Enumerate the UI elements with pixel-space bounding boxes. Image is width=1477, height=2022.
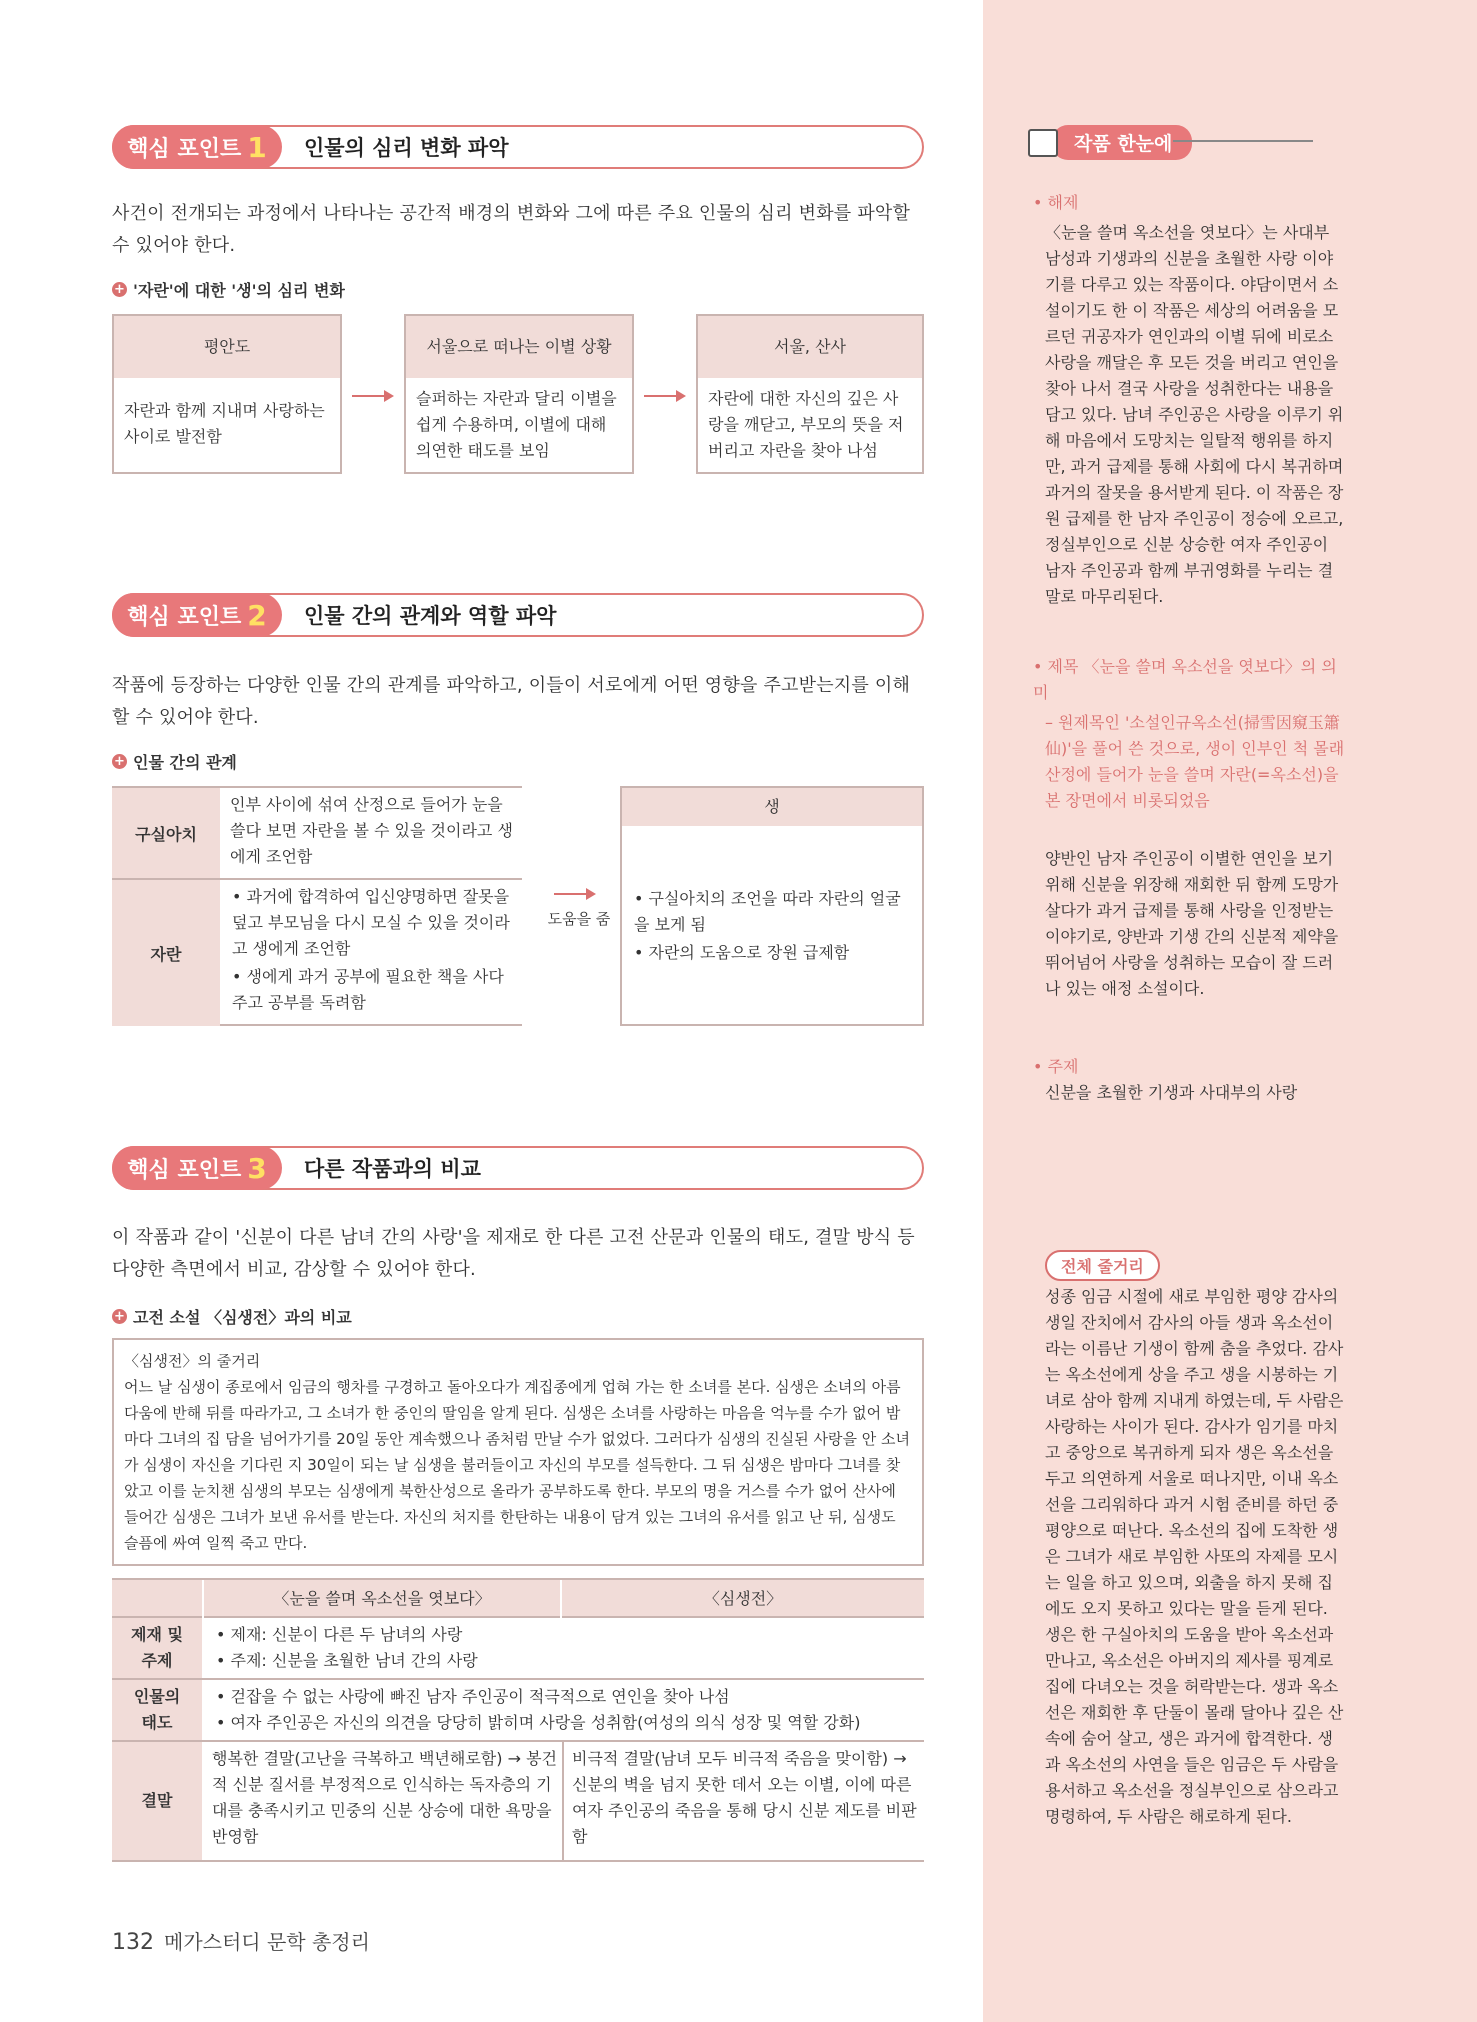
saeng-head: 생 — [622, 788, 922, 826]
relation-label: 구실아치 — [112, 788, 220, 878]
column-header: 〈심생전〉 — [703, 1589, 783, 1608]
comparison-row — [112, 1742, 924, 1862]
key-point-number: 2 — [247, 598, 267, 632]
key-point-paragraph: 작품에 등장하는 다양한 인물 간의 관계를 파악하고, 이들이 서로에게 어떤 영향을 주고받는지를 이해할 수 있어야 한다. — [112, 675, 911, 728]
saeng-bullet: • 자란의 도움으로 장원 급제함 — [634, 943, 850, 962]
plus-circle-icon: + — [112, 282, 127, 297]
key-point-label: 핵심 포인트 — [127, 136, 242, 162]
key-point-paragraph: 이 작품과 같이 '신분이 다른 남녀 간의 사랑'을 제재로 한 다른 고전 산문과 인물의 태도, 결말 방식 등 다양한 측면에서 비교, 감상할 수 있어야 한다. — [112, 1227, 915, 1280]
key-point-tag — [112, 125, 282, 169]
saeng-bullet: • 구실아치의 조언을 따라 자란의 얼굴을 보게 됨 — [634, 889, 901, 934]
sidebar-text: 양반인 남자 주인공이 이별한 연인을 보기 위해 신분을 위장해 재회한 뒤 함께 도망가 살다가 과거 급제를 통해 사랑을 인정받는 이야기로, 양반과 기생 간의 신분적 제약을 뛰어넘어 사랑을 성취하는 모습이 잘 드러나 있는 애정 소설이다. — [1045, 849, 1339, 998]
sub-heading — [112, 278, 345, 301]
row-label: 결말 — [112, 1742, 202, 1860]
sidebar-heading: • 제목 〈눈을 쓸며 옥소선을 엿보다〉의 의미 — [1033, 657, 1337, 702]
arrow-right-icon — [554, 893, 594, 895]
key-point-1-header — [112, 125, 924, 169]
document-icon — [1028, 129, 1058, 157]
flow-box-head: 서울, 산사 — [698, 316, 922, 378]
column-header: 〈눈을 쓸며 옥소선을 엿보다〉 — [202, 1580, 562, 1618]
key-point-tag — [112, 593, 282, 637]
plus-circle-icon: + — [112, 754, 127, 769]
sidebar — [983, 0, 1477, 2022]
sub-heading-text: 인물 간의 관계 — [133, 753, 237, 772]
flow-box-body: 슬퍼하는 자란과 달리 이별을 쉽게 수용하며, 이별에 대해 의연한 태도를 보임 — [416, 389, 617, 460]
sidebar-text: 〈눈을 쓸며 옥소선을 엿보다〉는 사대부 남성과 기생과의 신분을 초월한 사랑 이야기를 다루고 있는 작품이다. 야담이면서 소설이기도 한 이 작품은 세상의 어려움을 모르던 귀공자가 연인과의 이별 뒤에 비로소 사랑을 깨달은 후 모든 것을 버리고 연인을 찾아 나서 결국 사랑을 성취한다는 내용을 담고 있다. 남녀 주인공은 사랑을 이루기 위해 마음에서 도망치는 일탈적 행위를 하지만, 과거 급제를 통해 사회에 다시 복귀하며 과거의 잘못을 용서받게 된다. 이 작품은 장원 급제를 한 남자 주인공이 정승에 오르고, 정실부인으로 신분 상승한 여자 주인공이 남자 주인공과 함께 부귀영화를 누리는 결말로 마무리된다. — [1045, 223, 1344, 606]
plus-circle-icon: + — [112, 1309, 127, 1324]
arrow-right-icon — [644, 395, 684, 397]
divider — [1173, 140, 1313, 142]
sub-heading-text: 고전 소설 〈심생전〉과의 비교 — [133, 1308, 352, 1327]
key-point-title: 인물의 심리 변화 파악 — [304, 136, 509, 160]
flow-box-1 — [112, 314, 342, 474]
summary-pill: 전체 줄거리 — [1045, 1250, 1160, 1281]
key-point-number: 1 — [247, 130, 267, 164]
flow-box-3 — [696, 314, 924, 474]
divider — [562, 1742, 564, 1860]
key-point-2-header — [112, 593, 924, 637]
book-title: 메가스터디 문학 총정리 — [164, 1930, 370, 1954]
row-label: 인물의 태도 — [112, 1680, 202, 1740]
relation-bullet: • 생에게 과거 공부에 필요한 책을 사다 주고 공부를 독려함 — [232, 967, 504, 1012]
sidebar-title — [1028, 125, 1192, 160]
comparison-table — [112, 1578, 924, 1870]
sidebar-title-text: 작품 한눈에 — [1052, 125, 1192, 160]
relation-table — [112, 786, 522, 1026]
row-text: • 여자 주인공은 자신의 의견을 당당히 밝히며 사랑을 성취함(여성의 의식 성장 및 역할 강화) — [216, 1713, 861, 1732]
relation-bullet: • 과거에 합격하여 입신양명하면 잘못을 덮고 부모님을 다시 모실 수 있을 것이라고 생에게 조언함 — [232, 887, 510, 958]
row-text: • 주제: 신분을 초월한 남녀 간의 사랑 — [216, 1651, 478, 1670]
story-text: 어느 날 심생이 종로에서 임금의 행차를 구경하고 돌아오다가 계집종에게 업혀 가는 한 소녀를 본다. 심생은 소녀의 아름다움에 반해 뒤를 따라가고, 그 소녀가 한 중인의 딸임을 알게 된다. 심생은 소녀를 사랑하는 마음을 억누를 수가 없어 밤마다 그녀의 집 담을 넘어가기를 20일 동안 계속했으나 좀처럼 만날 수가 없었다. 그러다가 심생의 진실된 사랑을 안 소녀가 심생이 자신을 기다린 지 30일이 되는 날 심생을 불러들이고 자신의 부모를 설득한다. 그 뒤 심생은 밤마다 그녀를 찾았고 이를 눈치챈 심생의 부모는 심생에게 북한산성으로 올라가 공부하도록 한다. 부모의 명을 거스를 수가 없어 산사에 들어간 심생은 그녀가 보낸 유서를 받는다. 자신의 처지를 한탄하는 내용이 담겨 있는 그녀의 유서를 읽고 난 뒤, 심생도 슬픔에 싸여 일찍 죽고 만다. — [124, 1378, 910, 1552]
comparison-header-row — [112, 1578, 924, 1618]
arrow-right-icon — [352, 395, 392, 397]
key-point-paragraph: 사건이 전개되는 과정에서 나타나는 공간적 배경의 변화와 그에 따른 주요 인물의 심리 변화를 파악할 수 있어야 한다. — [112, 203, 911, 256]
row-text: 행복한 결말(고난을 극복하고 백년해로함) → 봉건적 신분 질서를 부정적으로 인식하는 독자층의 기대를 충족시키고 민중의 신분 상승에 대한 욕망을 반영함 — [212, 1749, 557, 1846]
key-point-title: 인물 간의 관계와 역할 파악 — [304, 604, 557, 628]
key-point-tag — [112, 1146, 282, 1190]
arrow-label: 도움을 줌 — [547, 910, 611, 928]
key-point-title: 다른 작품과의 비교 — [304, 1157, 481, 1181]
key-point-label: 핵심 포인트 — [127, 1157, 242, 1183]
story-box — [112, 1338, 924, 1566]
sub-heading — [112, 1305, 352, 1328]
row-text: • 걷잡을 수 없는 사랑에 빠진 남자 주인공이 적극적으로 연인을 찾아 나섬 — [216, 1687, 730, 1706]
key-point-label: 핵심 포인트 — [127, 604, 242, 630]
flow-box-2 — [404, 314, 634, 474]
sidebar-heading: • 주제 — [1033, 1057, 1079, 1076]
story-title: 〈심생전〉의 줄거리 — [124, 1352, 261, 1370]
sub-heading — [112, 750, 237, 773]
saeng-box — [620, 786, 924, 1026]
flow-box-head: 서울으로 떠나는 이별 상황 — [406, 316, 632, 378]
relation-label: 자란 — [112, 880, 220, 1026]
flow-box-body: 자란에 대한 자신의 깊은 사랑을 깨닫고, 부모의 뜻을 저버리고 자란을 찾아 나섬 — [708, 389, 904, 460]
comparison-row — [112, 1618, 924, 1680]
page-footer — [112, 1926, 370, 1955]
key-point-3-header — [112, 1146, 924, 1190]
row-text: 비극적 결말(남녀 모두 비극적 죽음을 맞이함) → 신분의 벽을 넘지 못한 데서 오는 이별, 이에 따른 여자 주인공의 죽음을 통해 당시 신분 제도를 비판함 — [572, 1749, 917, 1846]
sidebar-heading: • 해제 — [1033, 193, 1079, 212]
page-number: 132 — [112, 1930, 154, 1955]
flow-box-head: 평안도 — [114, 316, 340, 378]
flow-box-body: 자란과 함께 지내며 사랑하는 사이로 발전함 — [124, 401, 325, 446]
sidebar-text: 신분을 초월한 기생과 사대부의 사랑 — [1045, 1083, 1298, 1102]
comparison-row — [112, 1680, 924, 1742]
sidebar-text: 성종 임금 시절에 새로 부임한 평양 감사의 생일 잔치에서 감사의 아들 생과 옥소선이라는 이름난 기생이 함께 춤을 추었다. 감사는 옥소선에게 상을 주고 생을 시봉하는 기녀로 삼아 함께 지내게 하였는데, 두 사람은 사랑하는 사이가 된다. 감사가 임기를 마치고 중앙으로 복귀하게 되자 생은 옥소선을 두고 의연하게 서울로 떠나지만, 이내 옥소선을 그리워하다 과거 시험 준비를 하던 중 평양으로 떠난다. 옥소선의 집에 도착한 생은 그녀가 새로 부임한 사또의 자제를 모시는 일을 하고 있으며, 외출을 하지 못해 집에도 오지 못하고 있다는 말을 듣게 된다. 생은 한 구실아치의 도움을 받아 옥소선과 만나고, 옥소선은 아버지의 제사를 핑계로 집에 다녀오는 것을 허락받는다. 생과 옥소선은 재회한 후 단둘이 몰래 달아나 깊은 산속에 숨어 살고, 생은 과거에 합격한다. 생과 옥소선의 사연을 들은 임금은 두 사람을 용서하고 옥소선을 정실부인으로 삼으라고 명령하여, 두 사람은 해로하게 된다. — [1045, 1287, 1344, 1826]
sub-heading-text: '자란'에 대한 '생'의 심리 변화 — [133, 281, 345, 300]
key-point-number: 3 — [247, 1151, 267, 1185]
relation-text: 인부 사이에 섞여 산정으로 들어가 눈을 쓸다 보면 자란을 볼 수 있을 것이라고 생에게 조언함 — [230, 795, 513, 866]
row-text: • 제재: 신분이 다른 두 남녀의 사랑 — [216, 1625, 463, 1644]
sidebar-note: – 원제목인 '소설인규옥소선(掃雪因窺玉簫仙)'을 풀어 쓴 것으로, 생이 인부인 척 몰래 산정에 들어가 눈을 쓸며 자란(=옥소선)을 본 장면에서 비롯되었음 — [1045, 713, 1345, 810]
row-label: 제재 및 주제 — [112, 1618, 202, 1678]
